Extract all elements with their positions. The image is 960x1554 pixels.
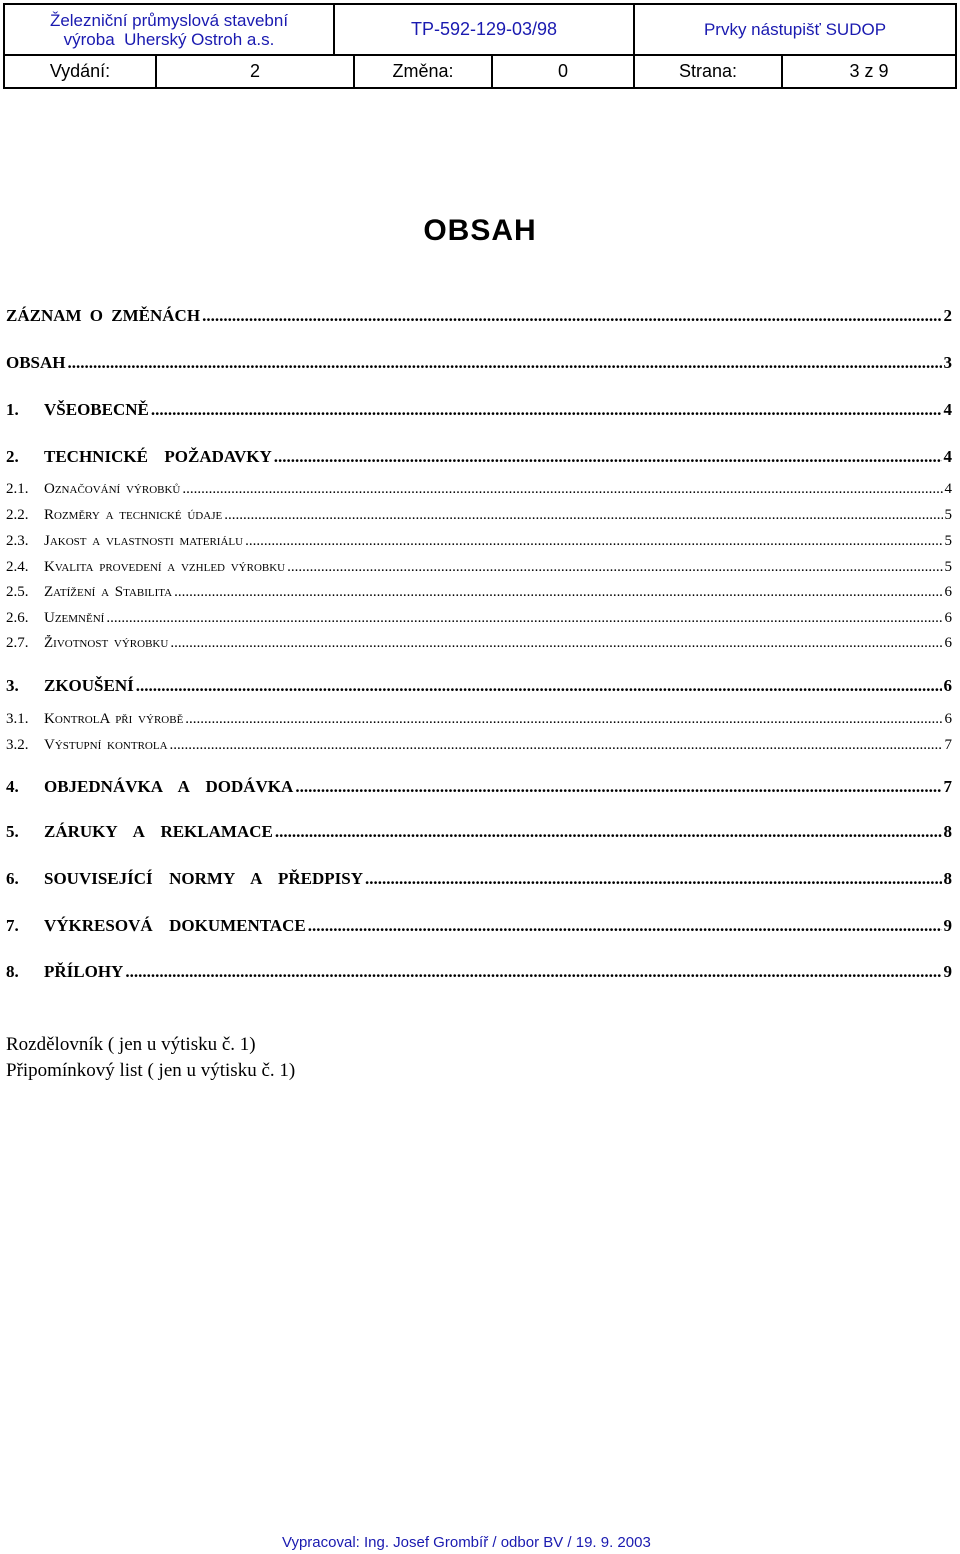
toc-dot-leader	[125, 962, 941, 982]
toc-entry-label: TECHNICKÉ POŽADAVKY	[44, 447, 272, 466]
company-line2: výroba Uherský Ostroh a.s.	[63, 29, 275, 49]
toc-entry[interactable]	[6, 635, 952, 652]
header-row-bottom	[5, 56, 955, 87]
toc-entry-label: Rozměry a technické údaje	[44, 507, 223, 523]
toc-entry-label: OBJEDNÁVKA A DODÁVKA	[44, 777, 294, 796]
toc-entry-label: ZKOUŠENÍ	[44, 676, 134, 695]
toc-entry-label: ZÁZNAM O ZMĚNÁCH	[6, 306, 201, 325]
toc-dot-leader	[245, 533, 942, 550]
toc-entry-label: Zatížení a Stabilita	[44, 584, 173, 600]
toc-entry-number: 2.4.	[6, 559, 29, 575]
toc-entry-number: 3.1.	[6, 711, 29, 727]
toc-entry[interactable]	[6, 507, 952, 524]
toc-entry-number: 1.	[6, 400, 19, 419]
toc-entry[interactable]	[6, 610, 952, 627]
toc-entry-page: 2	[943, 306, 952, 325]
toc-entry-page: 6	[944, 584, 952, 600]
toc-entry-page: 6	[944, 711, 952, 727]
toc-dot-leader	[224, 507, 942, 524]
toc-entry-label: VŠEOBECNĚ	[44, 400, 149, 419]
toc-entry[interactable]	[6, 916, 952, 936]
page-footer: Vypracoval: Ing. Josef Grombíř / odbor BV / 19. 9. 2003	[282, 1534, 651, 1551]
toc-dot-leader	[365, 869, 941, 889]
toc-entry-label: SOUVISEJÍCÍ NORMY A PŘEDPISY	[44, 869, 364, 888]
toc-entry-page: 5	[944, 559, 952, 575]
toc-entry-number: 3.2.	[6, 737, 29, 753]
toc-entry-number: 5.	[6, 822, 19, 841]
toc-entry-page: 3	[943, 353, 952, 372]
toc-dot-leader	[287, 559, 942, 576]
toc-entry-page: 4	[943, 400, 952, 419]
toc-entry-page: 9	[943, 962, 952, 981]
toc-entry[interactable]	[6, 584, 952, 601]
toc-entry[interactable]	[6, 869, 952, 889]
toc-entry[interactable]	[6, 481, 952, 498]
change-label: Změna:	[355, 56, 493, 87]
toc-entry-number: 2.	[6, 447, 19, 466]
company-name	[5, 5, 335, 54]
edition-label: Vydání:	[5, 56, 157, 87]
toc-entry-label: Výstupní kontrola	[44, 737, 168, 753]
header-row-top	[5, 5, 955, 56]
toc-dot-leader	[136, 676, 942, 696]
toc-dot-leader	[174, 584, 942, 601]
toc-entry-number: 3.	[6, 676, 19, 695]
toc-dot-leader	[185, 711, 942, 728]
toc-entry-number: 2.7.	[6, 635, 29, 651]
toc-entry[interactable]	[6, 306, 952, 326]
toc-entry-number: 4.	[6, 777, 19, 796]
toc-entry-page: 8	[943, 869, 952, 888]
toc-entry-page: 6	[944, 610, 952, 626]
edition-value: 2	[157, 56, 355, 87]
toc-dot-leader	[151, 400, 942, 420]
toc-entry[interactable]	[6, 962, 952, 982]
change-value: 0	[493, 56, 635, 87]
toc-dot-leader	[170, 737, 943, 754]
note-comment-sheet: Připomínkový list ( jen u výtisku č. 1)	[6, 1060, 296, 1081]
toc-entry[interactable]	[6, 400, 952, 420]
toc-entry-page: 7	[944, 737, 952, 753]
toc-entry[interactable]	[6, 737, 952, 754]
toc-entry-label: Uzemnění	[44, 610, 105, 626]
toc-entry-page: 9	[943, 916, 952, 935]
toc-dot-leader	[68, 353, 942, 373]
toc-entry-page: 4	[943, 447, 952, 466]
toc-dot-leader	[106, 610, 942, 627]
toc-dot-leader	[275, 822, 942, 842]
toc-entry[interactable]	[6, 533, 952, 550]
toc-entry-page: 5	[944, 507, 952, 523]
toc-entry-label: PŘÍLOHY	[44, 962, 124, 981]
toc-entry-number: 6.	[6, 869, 19, 888]
toc-entry[interactable]	[6, 676, 952, 696]
toc-entry-label: Označování výrobků	[44, 481, 181, 497]
toc-dot-leader	[182, 481, 942, 498]
toc-entry-label: VÝKRESOVÁ DOKUMENTACE	[44, 916, 306, 935]
document-title: Prvky nástupišť SUDOP	[703, 19, 887, 39]
toc-entry-label: Jakost a vlastnosti materiálu	[44, 533, 244, 549]
toc-entry-page: 5	[944, 533, 952, 549]
toc-entry-number: 8.	[6, 962, 19, 981]
toc-entry-label: OBSAH	[6, 353, 66, 372]
toc-entry[interactable]	[6, 353, 952, 373]
toc-dot-leader	[274, 447, 942, 467]
toc-dot-leader	[308, 916, 942, 936]
document-number: TP-592-129-03/98	[335, 5, 635, 54]
toc-entry[interactable]	[6, 711, 952, 728]
toc-entry-label: ZÁRUKY A REKLAMACE	[44, 822, 273, 841]
page-value: 3 z 9	[849, 61, 889, 81]
toc-entry-label: Životnost výrobku	[44, 635, 169, 651]
toc-entry-page: 8	[943, 822, 952, 841]
toc-dot-leader	[202, 306, 941, 326]
toc-entry-page: 6	[944, 635, 952, 651]
toc-entry[interactable]	[6, 777, 952, 797]
toc-dot-leader	[295, 777, 941, 797]
toc-entry-number: 2.3.	[6, 533, 29, 549]
toc-entry[interactable]	[6, 822, 952, 842]
toc-entry-label: KontrolA při výrobě	[44, 711, 184, 727]
toc-entry-number: 2.2.	[6, 507, 29, 523]
document-header	[3, 3, 957, 89]
toc-entry-number: 2.5.	[6, 584, 29, 600]
toc-dot-leader	[170, 635, 942, 652]
company-line1: Železniční průmyslová stavební	[49, 10, 289, 30]
toc-entry-number: 2.6.	[6, 610, 29, 626]
toc-entry-number: 7.	[6, 916, 19, 935]
note-distribution: Rozdělovník ( jen u výtisku č. 1)	[6, 1034, 256, 1055]
toc-entry-page: 7	[943, 777, 952, 796]
toc-entry[interactable]	[6, 559, 952, 576]
toc-entry-label: Kvalita provedení a vzhled výrobku	[44, 559, 286, 575]
toc-entry-page: 6	[943, 676, 952, 695]
page-label: Strana:	[635, 56, 783, 87]
page-title: OBSAH	[423, 214, 537, 247]
toc-entry-page: 4	[944, 481, 952, 497]
toc-entry-number: 2.1.	[6, 481, 29, 497]
toc-entry[interactable]	[6, 447, 952, 467]
